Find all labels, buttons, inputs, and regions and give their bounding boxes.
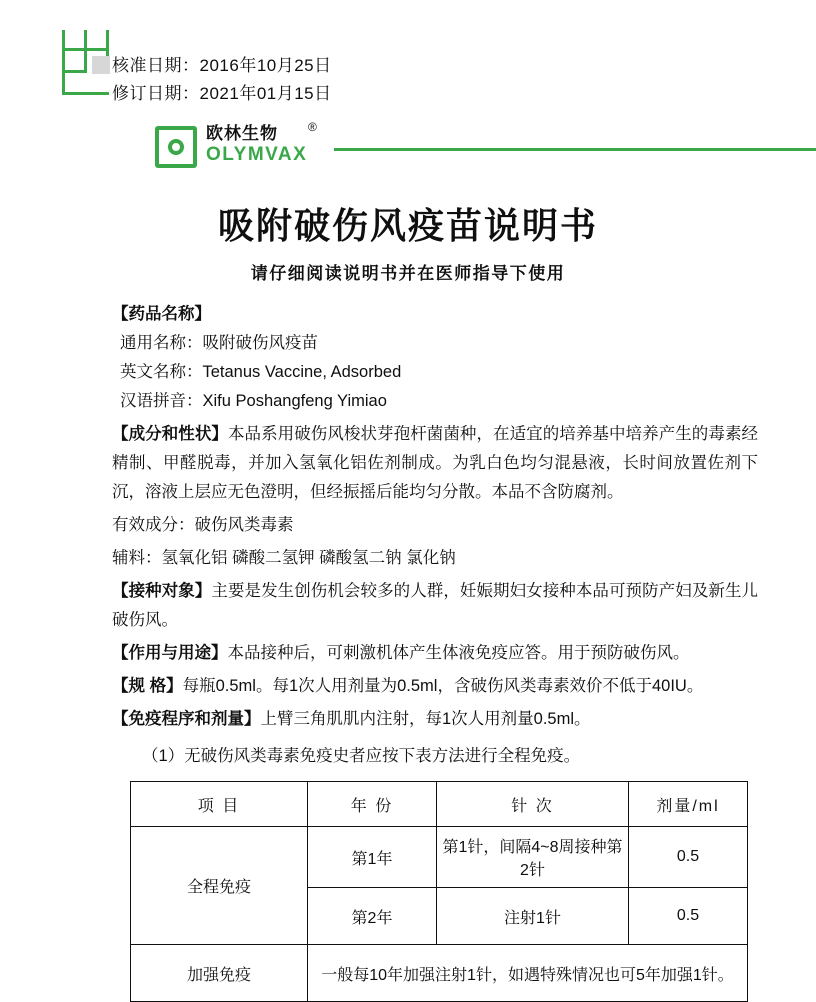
revision-date-value: 2021年01月15日 [199,84,332,103]
active-ingredient-line [112,511,758,540]
generic-name-value: 吸附破伤风疫苗 [202,334,318,352]
schedule-note: （1）无破伤风类毒素免疫史者应按下表方法进行全程免疫。 [142,747,581,765]
table-header-year: 年 份 [308,782,437,827]
registered-trademark-icon: ® [308,120,317,134]
table-cell-year-1: 第1年 [308,827,437,888]
brand-bar [0,120,816,172]
excipient-value: 氢氧化铝 磷酸二氢钾 磷酸氢二钠 氯化钠 [161,549,456,567]
section-target [112,577,758,635]
table-cell-dose-2: 0.5 [629,888,748,945]
pinyin-name-label: 汉语拼音： [120,392,203,410]
active-ingredient-label: 有效成分： [112,516,195,534]
spec-text: 每瓶0.5ml。每1次人用剂量为0.5ml，含破伤风类毒素效价不低于40IU。 [182,677,704,695]
document-body [112,300,758,771]
schedule-heading: 【免疫程序和剂量】 [112,710,261,728]
section-drug-name [112,300,758,416]
target-text: 主要是发生创伤机会较多的人群，妊娠期妇女接种本品可预防产妇及新生儿破伤风。 [112,582,759,629]
table-row [131,827,748,888]
composition-heading: 【成分和性状】 [112,425,228,443]
immunization-schedule-table-wrapper [130,781,748,1002]
document-dates [112,52,332,108]
spec-heading: 【规 格】 [112,677,183,695]
table-header-dose: 剂量/ml [629,782,748,827]
page-title: 吸附破伤风疫苗说明书 [217,205,598,246]
generic-name-line [112,329,758,358]
pinyin-name-value: Xifu Poshangfeng Yimiao [202,392,387,410]
table-cell-item-full-course: 全程免疫 [131,827,308,945]
composition-paragraph [112,420,758,507]
section-composition [112,420,758,573]
approval-date-label: 核准日期： [112,56,200,75]
pinyin-name-line [112,387,758,416]
approval-date-value: 2016年10月25日 [199,56,332,75]
brand-divider [334,148,816,151]
brand-name-cn: 欧林生物 [206,124,278,143]
table-header-dose-course: 针 次 [437,782,629,827]
active-ingredient-value: 破伤风类毒素 [194,516,294,534]
drug-name-heading: 【药品名称】 [112,305,211,323]
brand-name-en: OLYMVAX [206,143,308,165]
composition-text: 本品系用破伤风梭状芽孢杆菌菌种，在适宜的培养基中培养产生的毒素经精制、甲醛脱毒，并加入氢氧化铝佐剂制成。为乳白色均匀混悬液，长时间放置佐剂下沉，溶液上层应无色澄明，但经振摇后能均匀分散。本品不含防腐剂。 [112,425,759,501]
english-name-value: Tetanus Vaccine, Adsorbed [202,363,402,381]
table-header-item: 项 目 [131,782,308,827]
revision-date-line [112,80,332,108]
table-header-row [131,782,748,827]
excipient-label: 辅料： [112,549,162,567]
section-spec [112,672,758,701]
usage-heading: 【作用与用途】 [112,644,228,662]
page-subtitle: 请仔细阅读说明书并在医师指导下使用 [250,264,566,283]
schedule-text: 上臂三角肌肌内注射，每1次人用剂量0.5ml。 [260,710,591,728]
approval-date-line [112,52,332,80]
english-name-line [112,358,758,387]
section-usage [112,639,758,668]
table-cell-item-booster: 加强免疫 [131,945,308,1002]
brand-text [206,124,307,165]
immunization-schedule-table [130,781,748,1002]
document-header [0,0,816,120]
table-cell-dose-1: 0.5 [629,827,748,888]
table-row [131,945,748,1002]
table-cell-course-2: 注射1针 [437,888,629,945]
generic-name-label: 通用名称： [120,334,203,352]
target-heading: 【接种对象】 [112,582,212,600]
table-cell-year-2: 第2年 [308,888,437,945]
usage-text: 本品接种后，可刺激机体产生体液免疫应答。用于预防破伤风。 [227,644,690,662]
revision-date-label: 修订日期： [112,84,200,103]
english-name-label: 英文名称： [120,363,203,381]
section-schedule [112,705,758,734]
olymvax-logo-icon [155,126,197,168]
table-cell-booster-detail: 一般每10年加强注射1针，如遇特殊情况也可5年加强1针。 [308,945,748,1002]
excipient-line [112,544,758,573]
table-cell-course-1: 第1针，间隔4~8周接种第2针 [437,827,629,888]
